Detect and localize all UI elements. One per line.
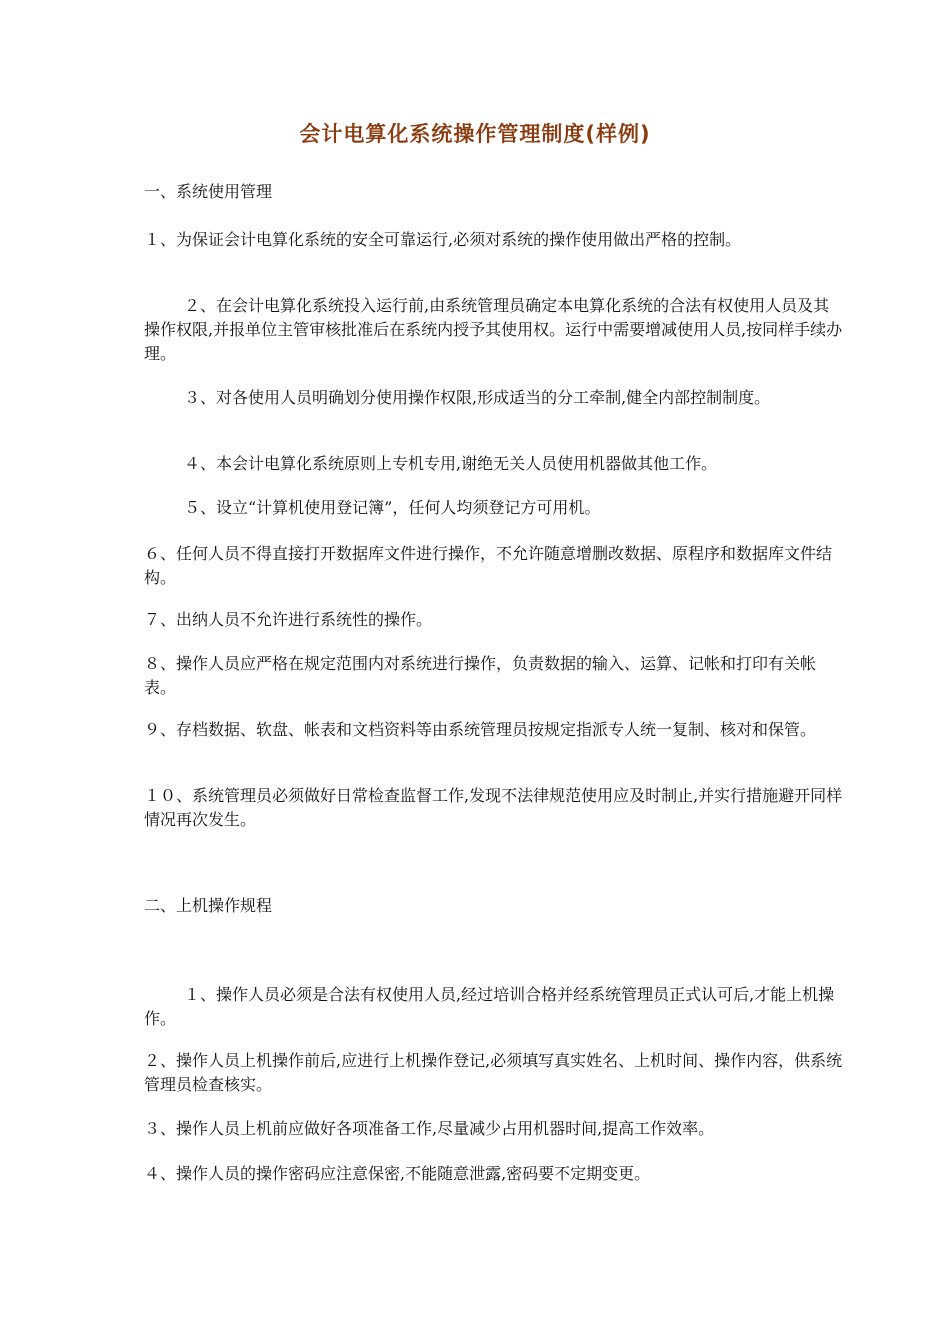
paragraph: ３、操作人员上机前应做好各项准备工作,尽量减少占用机器时间,提高工作效率。: [144, 1119, 715, 1138]
document-title: 会计电算化系统操作管理制度(样例): [299, 122, 651, 146]
paragraph: １、为保证会计电算化系统的安全可靠运行,必须对系统的操作使用做出严格的控制。: [144, 230, 742, 249]
paragraph: ７、出纳人员不允许进行系统性的操作。: [144, 610, 433, 629]
paragraph: ８、操作人员应严格在规定范围内对系统进行操作，负责数据的输入、运算、记帐和打印有关帐表。: [144, 654, 817, 697]
paragraph: １０、系统管理员必须做好日常检查监督工作,发现不法律规范使用应及时制止,并实行措施避开同样情况再次发生。: [144, 786, 843, 829]
paragraph: ５、设立“计算机使用登记簿”，任何人均须登记方可用机。: [184, 498, 601, 517]
paragraph: ９、存档数据、软盘、帐表和文档资料等由系统管理员按规定指派专人统一复制、核对和保管。: [144, 720, 817, 739]
paragraph: ３、对各使用人员明确划分使用操作权限,形成适当的分工牵制,健全内部控制制度。: [184, 388, 771, 407]
paragraph: ２、在会计电算化系统投入运行前,由系统管理员确定本电算化系统的合法有权使用人员及其操作权限,并报单位主管审核批准后在系统内授予其使用权。运行中需要增减使用人员,按同样手续办理。: [144, 296, 843, 363]
paragraph: ６、任何人员不得直接打开数据库文件进行操作，不允许随意增删改数据、原程序和数据库文件结构。: [144, 544, 833, 587]
paragraph: ４、操作人员的操作密码应注意保密,不能随意泄露,密码要不定期变更。: [144, 1164, 651, 1183]
paragraph: １、操作人员必须是合法有权使用人员,经过培训合格并经系统管理员正式认可后,才能上机操作。: [144, 985, 835, 1028]
section-heading-usage: 一、系统使用管理: [144, 182, 273, 201]
section-heading-operation: 二、上机操作规程: [144, 896, 273, 915]
paragraph: ２、操作人员上机操作前后,应进行上机操作登记,必须填写真实姓名、上机时间、操作内容，供系统管理员检查核实。: [144, 1051, 843, 1094]
paragraph: ４、本会计电算化系统原则上专机专用,谢绝无关人员使用机器做其他工作。: [184, 454, 718, 473]
